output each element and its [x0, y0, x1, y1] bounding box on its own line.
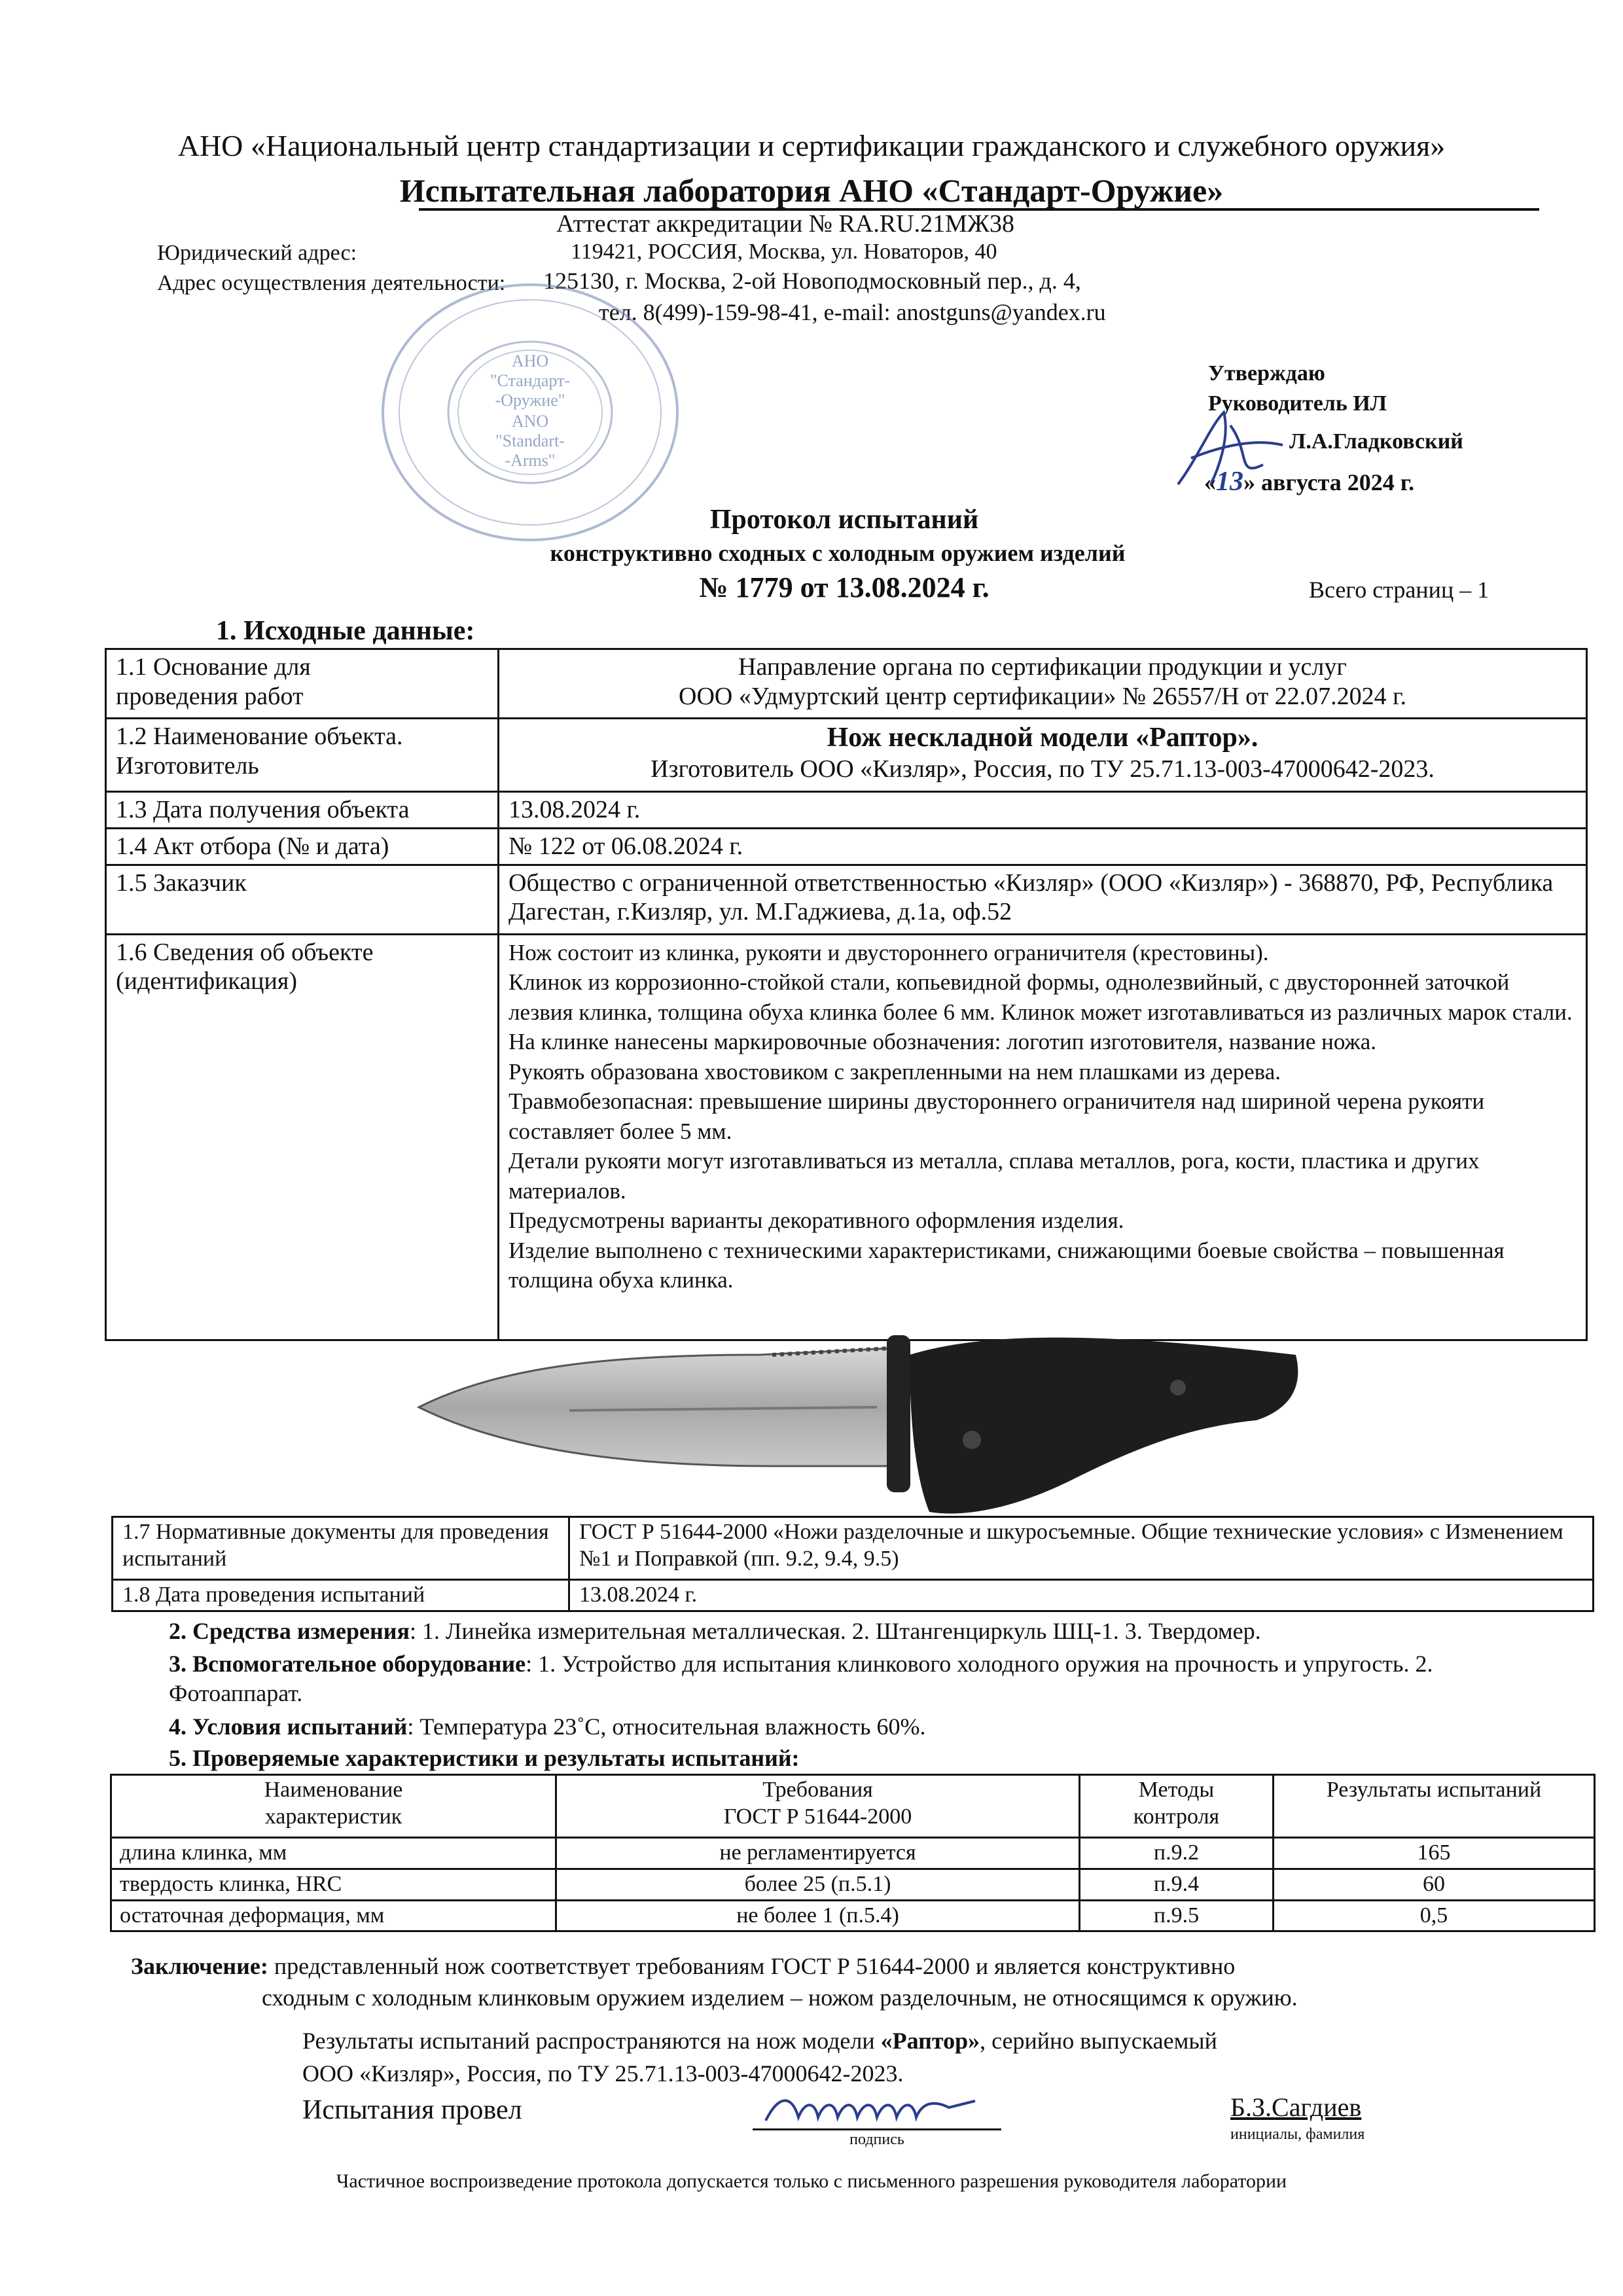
protocol-number: № 1779 от 13.08.2024 г.: [699, 571, 990, 603]
extension-line2: ООО «Кизляр», Россия, по ТУ 25.71.13-003-47000642-2023.: [302, 2060, 904, 2087]
pages-count: Всего страниц – 1: [1309, 577, 1489, 603]
lab-stamp-seal: [366, 275, 694, 550]
section5-title: 5. Проверяемые характеристики и результаты испытаний:: [169, 1745, 800, 1771]
table-row: 1.6 Сведения об объекте (идентификация) Нож состоит из клинка, рукояти и двустороннего ограничителя (крестовины). Клинок из коррозионно-стойкой стали, копьевидной формы, однолезвийный, с двусторонней заточкой лезвия клинка, толщина обуха клинка более 6 мм. Клинок может изготавливаться из различных марок стали. На клинке нанесены маркировочные обозначения: логотип изготовителя, название ножа. Рукоять образована хвостовиком с закрепленными на нем плашками из дерева. Травмобезопасная: превышение ширины двустороннего ограничителя над шириной черена рукояти составляет более 5 мм. Детали рукояти могут изготавливаться из металла, сплава металлов, рога, кости, пластика и других материалов. Предусмотрены варианты декоративного оформления изделия. Изделие выполнено с техническими характеристиками, снижающими боевые свойства – повышенная толщина обуха клинка.: [106, 934, 1587, 1340]
svg-text:"Standart-: "Standart-: [495, 431, 565, 450]
performer-signature: [753, 2081, 1001, 2134]
approver-signature: [1152, 399, 1322, 504]
section4: 4. Условия испытаний: Температура 23˚С, относительная влажность 60%.: [169, 1713, 926, 1740]
table-row: 1.1 Основание для проведения работ Направление органа по сертификации продукции и услуг ООО «Удмуртский центр сертификации» № 26557/Н от 22.07.2024 г.: [106, 649, 1587, 719]
table-row: длина клинка, мм не регламентируется п.9.2 165: [111, 1838, 1595, 1869]
approve-date: «13» августа 2024 г.: [1204, 467, 1415, 497]
section2: 2. Средства измерения: 1. Линейка измерительная металлическая. 2. Штангенциркуль ШЦ-1. 3. Твердомер.: [169, 1618, 1261, 1644]
extension-line1: Результаты испытаний распространяются на нож модели «Раптор», серийно выпускаемый: [302, 2028, 1217, 2054]
table-row: 1.4 Акт отбора (№ и дата) № 122 от 06.08.2024 г.: [106, 828, 1587, 865]
protocol-subtitle: конструктивно сходных с холодным оружием изделий: [550, 540, 1126, 566]
legal-address-value: 119421, РОССИЯ, Москва, ул. Новаторов, 40: [571, 240, 997, 264]
conclusion-label: Заключение:: [131, 1953, 268, 1979]
table-row: 1.3 Дата получения объекта 13.08.2024 г.: [106, 792, 1587, 829]
table-row: твердость клинка, HRC более 25 (п.5.1) п.9.4 60: [111, 1869, 1595, 1900]
lab-name: Испытательная лаборатория АНО «Стандарт-Оружие»: [399, 172, 1224, 209]
table-row: 1.2 Наименование объекта. Изготовитель Нож нескладной модели «Раптор». Изготовитель ООО «Кизляр», Россия, по ТУ 25.71.13-003-47000642-2023.: [106, 719, 1587, 792]
approve-head: Руководитель ИЛ: [1208, 391, 1387, 416]
table-row: 1.8 Дата проведения испытаний 13.08.2024 г.: [113, 1580, 1594, 1611]
protocol-title: Протокол испытаний: [709, 505, 979, 535]
performer-name: Б.З.Сагдиев: [1230, 2092, 1362, 2122]
svg-text:ANO: ANO: [511, 412, 549, 431]
org-name: АНО «Национальный центр стандартизации и сертификации гражданского и служебного оружия»: [177, 129, 1446, 162]
approve-day: 13: [1216, 467, 1243, 497]
conclusion-line2: сходным с холодным клинковым оружием изделием – ножом разделочным, не относящимся к оружию.: [262, 1984, 1298, 2011]
svg-text:"Стандарт-: "Стандарт-: [490, 371, 571, 390]
sign-line: [753, 2128, 1001, 2130]
svg-text:-Оружие": -Оружие": [495, 391, 565, 410]
object-name: Нож нескладной модели «Раптор».: [827, 723, 1258, 753]
section3: 3. Вспомогательное оборудование: 1. Устройство для испытания клинкового холодного оружия на прочность и упругость. 2. Фотоаппарат.: [169, 1651, 1433, 1706]
approve-name: Л.А.Гладковский: [1289, 429, 1463, 454]
activity-address-label: Адрес осуществления деятельности:: [157, 271, 506, 295]
table-row: 1.7 Нормативные документы для проведения испытаний ГОСТ Р 51644-2000 «Ножи разделочные и шкуросъемные. Общие технические условия» с Изменением №1 и Поправкой (пп. 9.2, 9.4, 9.5): [113, 1517, 1594, 1580]
approve-label: Утверждаю: [1208, 361, 1325, 386]
table-row: 1.5 Заказчик Общество с ограниченной ответственностью «Кизляр» (ООО «Кизляр») - 368870, РФ, Республика Дагестан, г.Кизляр, ул. М.Гаджиева, д.1а, оф.52: [106, 865, 1587, 934]
norms-table: [111, 1516, 1594, 1612]
table-header-row: Наименование характеристик Требования ГОСТ Р 51644-2000 Методы контроля Результаты испытаний: [111, 1775, 1595, 1838]
svg-text:-Arms": -Arms": [505, 451, 556, 470]
conclusion: Заключение: представленный нож соответствует требованиям ГОСТ Р 51644-2000 и является конструктивно: [131, 1953, 1236, 1979]
contacts: тел. 8(499)-159-98-41, e-mail: anostguns@yandex.ru: [599, 299, 1106, 325]
activity-address-value: 125130, г. Москва, 2-ой Новоподмосковный пер., д. 4,: [543, 268, 1081, 294]
table-row: остаточная деформация, мм не более 1 (п.5.4) п.9.5 0,5: [111, 1900, 1595, 1931]
performed-label: Испытания провел: [302, 2095, 522, 2125]
sign-caption: подпись: [849, 2131, 904, 2148]
svg-text:АНО: АНО: [511, 351, 549, 370]
footer-note: Частичное воспроизведение протокола допускается только с письменного разрешения руководителя лаборатории: [336, 2170, 1287, 2192]
source-data-table: [105, 648, 1588, 1341]
accreditation: Аттестат аккредитации № RA.RU.21МЖ38: [556, 210, 1014, 238]
name-caption: инициалы, фамилия: [1230, 2126, 1365, 2143]
legal-address-label: Юридический адрес:: [157, 241, 357, 265]
results-table: [110, 1774, 1596, 1932]
knife-photo: [406, 1329, 1309, 1525]
section1-title: 1. Исходные данные:: [216, 616, 475, 646]
